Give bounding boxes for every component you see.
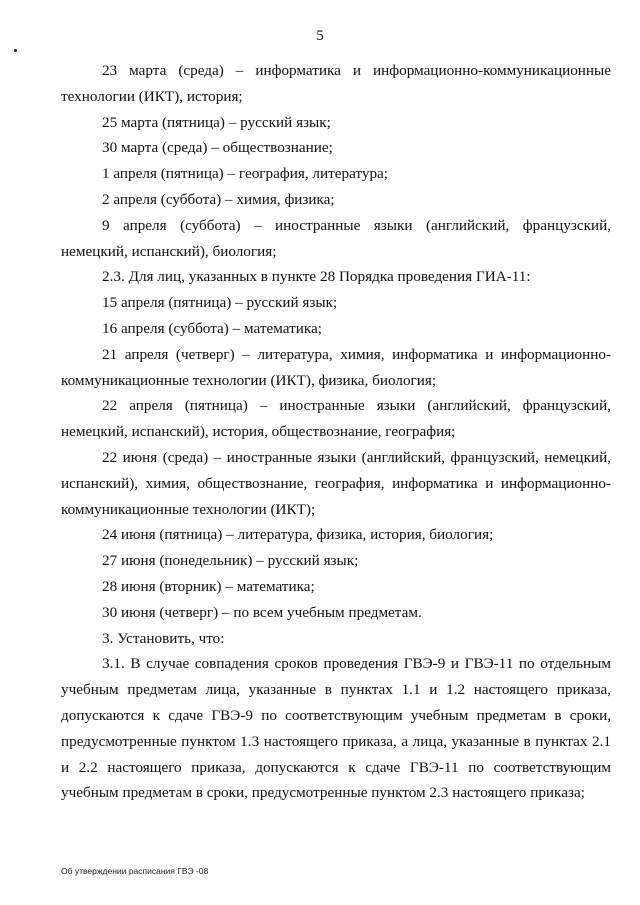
paragraph-schedule-jun24: 24 июня (пятница) – литература, физика, история, биология; xyxy=(102,526,494,544)
paragraph-schedule-jun28: 28 июня (вторник) – математика; xyxy=(102,577,315,595)
document-footer: Об утверждении расписания ГВЭ -08 xyxy=(61,866,209,876)
paragraph-schedule-apr21: 21 апреля (четверг) – литература, химия, информатика и информационно-коммуникационные технологии (ИКТ), физика, биология; xyxy=(61,345,611,389)
paragraph-schedule-apr15: 15 апреля (пятница) – русский язык; xyxy=(102,294,338,312)
paragraph-section-2-3: 2.3. Для лиц, указанных в пункте 28 Порядка проведения ГИА-11: xyxy=(102,268,531,286)
paragraph-schedule-mar25: 25 марта (пятница) – русский язык; xyxy=(102,113,331,131)
paragraph-schedule-mar23: 23 марта (среда) – информатика и информационно-коммуникационные технологии (ИКТ), история; xyxy=(61,62,611,105)
paragraph-section-3: 3. Установить, что: xyxy=(102,629,225,647)
paragraph-schedule-jun22: 22 июня (среда) – иностранные языки (английский, французский, немецкий, испанский), химия, обществознание, география, информатика и информационно-коммуникационные технологии (ИКТ); xyxy=(61,448,611,518)
paragraph-schedule-apr1: 1 апреля (пятница) – география, литература; xyxy=(102,165,389,183)
paragraph-schedule-apr9: 9 апреля (суббота) – иностранные языки (английский, французский, немецкий, испанский), биология; xyxy=(61,216,611,260)
paragraph-section-3-1: 3.1. В случае совпадения сроков проведения ГВЭ-9 и ГВЭ-11 по отдельным учебным предметам лица, указанные в пунктах 1.1 и 1.2 настоящего приказа, допускаются к сдаче ГВЭ-9 по соответствующим учебным предметам в сроки, предусмотренные пунктом 1.3 настоящего приказа, а лица, указанные в пунктах 2.1 и 2.2 настоящего приказа, допускаются к сдаче ГВЭ-11 по соответствующим учебным предметам в сроки, предусмотренные пунктом 2.3 настоящего приказа; xyxy=(61,655,611,802)
document-body xyxy=(61,58,611,806)
scan-speck xyxy=(14,49,17,52)
paragraph-schedule-mar30: 30 марта (среда) – обществознание; xyxy=(102,139,333,157)
paragraph-schedule-apr2: 2 апреля (суббота) – химия, физика; xyxy=(102,190,335,208)
page-number: 5 xyxy=(316,28,324,44)
paragraph-schedule-jun30: 30 июня (четверг) – по всем учебным предметам. xyxy=(102,603,422,621)
paragraph-schedule-apr22: 22 апреля (пятница) – иностранные языки (английский, французский, немецкий, испанский), история, обществознание, география; xyxy=(61,397,611,441)
paragraph-schedule-apr16: 16 апреля (суббота) – математика; xyxy=(102,319,322,337)
paragraph-schedule-jun27: 27 июня (понедельник) – русский язык; xyxy=(102,552,359,570)
